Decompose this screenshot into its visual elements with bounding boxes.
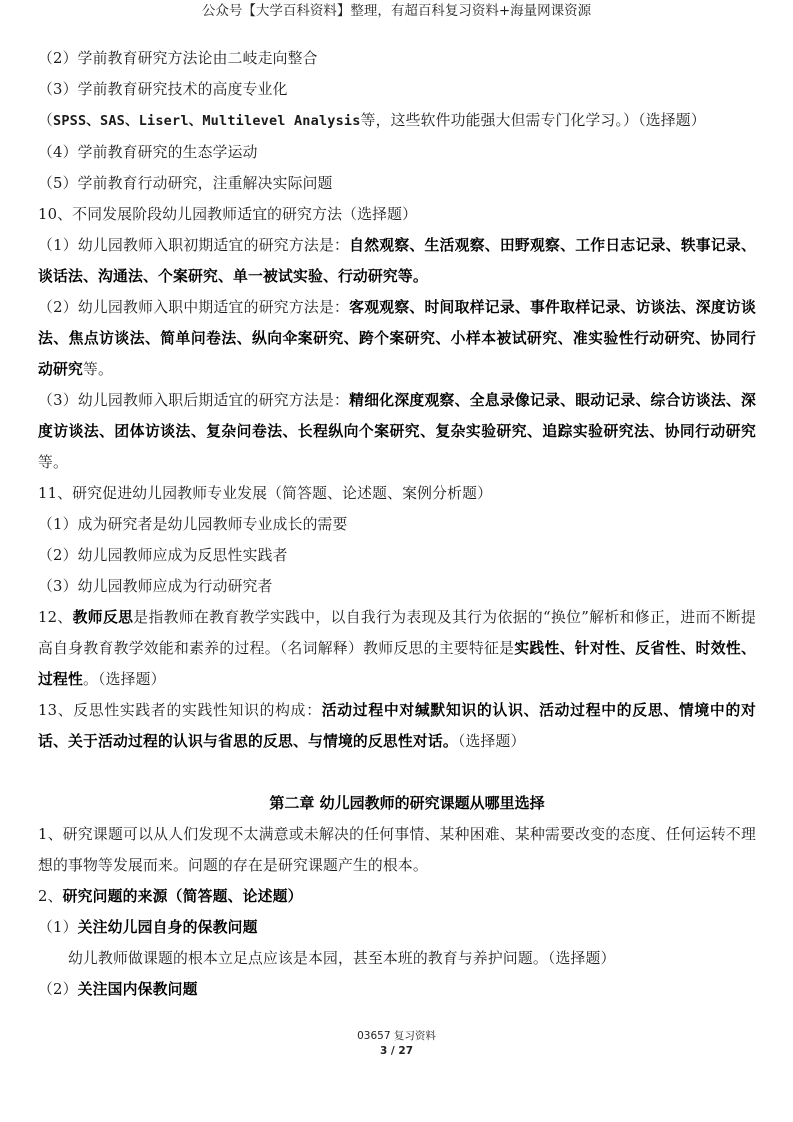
section-gap [38,757,756,788]
late-lead: （3）幼儿园教师入职后期适宜的研究方法是： [38,392,350,409]
item-13-tail: （选择题） [457,733,526,750]
item-11-heading: 11、研究促进幼儿园教师专业发展（简答题、论述题、案例分析题） [38,485,493,502]
item-12-features: 实践性、针对性、反省性、时效性、过程性 [38,640,756,688]
paren-open: （ [38,112,53,129]
item-10-heading: 10、不同发展阶段幼儿园教师适宜的研究方法（选择题） [38,206,418,223]
software-note: 等，这些软件功能强大但需专门化学习。）（选择题） [360,112,706,129]
ch2-sub-2 [38,974,756,1005]
mid-methods: 客观观察、时间取样记录、事件取样记录、访谈法、深度访谈法、焦点访谈法、简单问卷法、纵向伞案研究、跨个案研究、小样本被试研究、准实验性行动研究、协同行动研究 [38,299,756,378]
early-lead: （1）幼儿园教师入职初期适宜的研究方法是： [38,237,350,254]
item-12 [38,602,756,695]
item-12-text: 是指教师在教育教学实践中，以自我行为表现及其行为依据的“换位”解析和修正，进而不断提高自身教育教学效能和素养的过程。（名词解释）教师反思的主要特征是 [38,609,756,657]
software-list: SPSS、SAS、Liserl、Multilevel Analysis [53,113,361,129]
line-3: （3）学前教育研究技术的高度专业化 [38,81,288,98]
item-10-late [38,385,756,478]
line-2: （2）学前教育研究方法论由二岐走向整合 [38,50,318,67]
item-11-2: （2）幼儿园教师应成为反思性实践者 [38,547,288,564]
ch2-sub-1 [38,912,756,943]
item-10-early [38,230,756,292]
line-5: （5）学前教育行动研究，注重解决实际问题 [38,175,333,192]
late-methods: 精细化深度观察、全息录像记录、眼动记录、综合访谈法、深度访谈法、团体访谈法、复杂问卷法、长程纵向个案研究、复杂实验研究、追踪实验研究法、协同行动研究 [38,392,756,440]
page-number: 3 / 27 [379,1045,414,1057]
mid-lead: （2）幼儿园教师入职中期适宜的研究方法是： [38,299,350,316]
item-12-tail: 。（选择题） [83,671,166,688]
ch2-sub-1-title: 关注幼儿园自身的保教问题 [77,919,258,936]
document-body [38,43,756,1005]
item-13-components: 活动过程中对缄默知识的认识、活动过程中的反思、情境中的对话、关于活动过程的认识与省思的反思、与情境的反思性对话。 [38,702,756,750]
ch2-item-2-title: 研究问题的来源（简答题、论述题） [62,888,303,905]
ch2-item-2 [38,881,756,912]
item-11-3: （3）幼儿园教师应成为行动研究者 [38,578,273,595]
page-footer [0,1029,793,1059]
early-methods: 自然观察、生活观察、田野观察、工作日志记录、轶事记录、谈话法、沟通法、个案研究、单一被试实验、行动研究等。 [38,237,756,285]
ch2-sub-1-text: 幼儿教师做课题的根本立足点应该是本园，甚至本班的教育与养护问题。（选择题） [68,950,616,967]
late-tail: 等。 [38,454,68,471]
item-11-1: （1）成为研究者是幼儿园教师专业成长的需要 [38,516,348,533]
ch2-item-1: 1、研究课题可以从人们发现不太满意或未解决的任何事情、某种困难、某种需要改变的态度、任何运转不理想的事物等发展而来。问题的存在是研究课题产生的根本。 [38,826,756,874]
item-12-term: 教师反思 [72,609,134,626]
chapter-title: 第二章 幼儿园教师的研究课题从哪里选择 [269,794,545,812]
mid-tail: 等。 [83,361,113,378]
ch2-item-2-num: 2、 [38,888,63,905]
item-13 [38,695,756,757]
ch2-sub-2-lead: （2） [38,981,78,998]
footer-label: 03657 复习资料 [357,1030,436,1042]
ch2-sub-2-title: 关注国内保教问题 [77,981,198,998]
item-12-num: 12、 [38,609,73,626]
item-13-lead: 13、反思性实践者的实践性知识的构成： [38,702,322,719]
page-header: 公众号【大学百科资料】整理，有超百科复习资料+海量网课资源 [201,3,592,19]
line-software [38,105,756,137]
line-4: （4）学前教育研究的生态学运动 [38,144,258,161]
ch2-sub-1-lead: （1） [38,919,78,936]
item-10-mid [38,292,756,385]
